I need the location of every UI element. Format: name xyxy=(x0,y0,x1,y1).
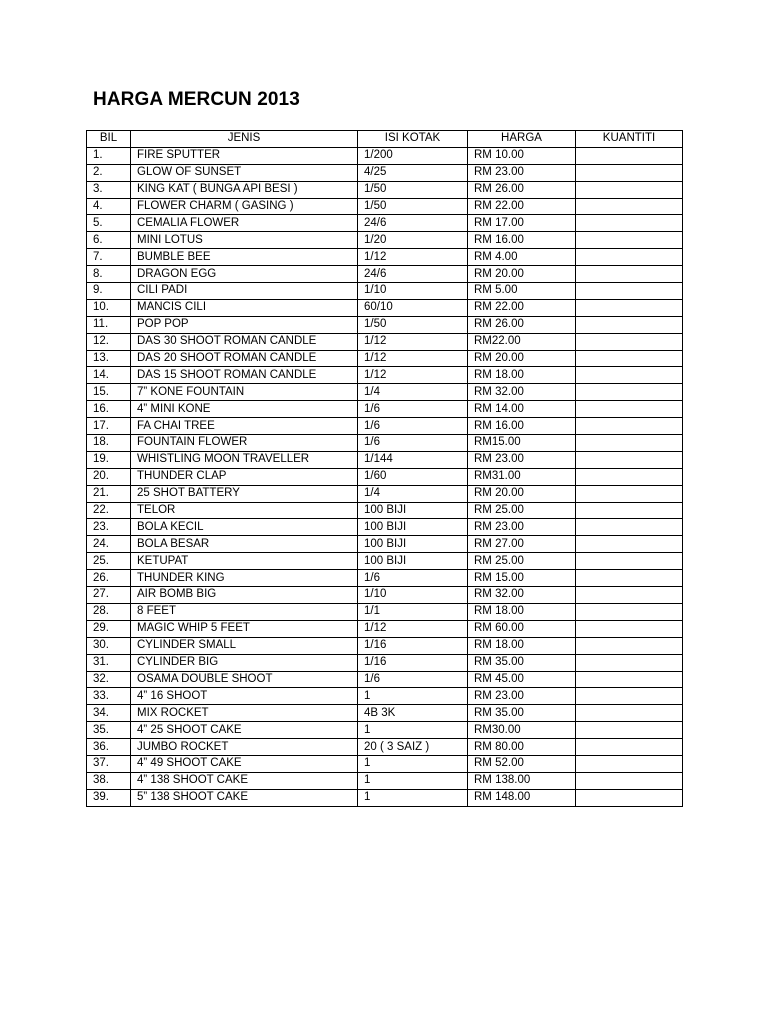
cell-harga: RM 25.00 xyxy=(468,502,576,519)
cell-isi-kotak: 4/25 xyxy=(358,164,468,181)
cell-isi-kotak: 1/6 xyxy=(358,401,468,418)
table-row xyxy=(87,299,683,316)
cell-harga: RM31.00 xyxy=(468,468,576,485)
table-row xyxy=(87,283,683,300)
cell-isi-kotak: 1/10 xyxy=(358,587,468,604)
cell-kuantiti[interactable] xyxy=(576,164,683,181)
table-row xyxy=(87,637,683,654)
cell-harga: RM 23.00 xyxy=(468,451,576,468)
cell-jenis: BOLA KECIL xyxy=(131,519,358,536)
cell-bil: 6. xyxy=(87,232,131,249)
cell-harga: RM 25.00 xyxy=(468,553,576,570)
cell-isi-kotak: 1 xyxy=(358,772,468,789)
cell-isi-kotak: 1/144 xyxy=(358,451,468,468)
cell-bil: 13. xyxy=(87,350,131,367)
cell-isi-kotak: 20 ( 3 SAIZ ) xyxy=(358,739,468,756)
cell-bil: 17. xyxy=(87,418,131,435)
cell-jenis: CILI PADI xyxy=(131,283,358,300)
cell-kuantiti[interactable] xyxy=(576,451,683,468)
cell-bil: 35. xyxy=(87,722,131,739)
cell-harga: RM 15.00 xyxy=(468,570,576,587)
cell-isi-kotak: 1/16 xyxy=(358,637,468,654)
cell-jenis: THUNDER KING xyxy=(131,570,358,587)
cell-bil: 2. xyxy=(87,164,131,181)
cell-harga: RM 16.00 xyxy=(468,232,576,249)
cell-isi-kotak: 60/10 xyxy=(358,299,468,316)
cell-bil: 20. xyxy=(87,468,131,485)
cell-jenis: 25 SHOT BATTERY xyxy=(131,485,358,502)
cell-bil: 27. xyxy=(87,587,131,604)
cell-harga: RM 32.00 xyxy=(468,384,576,401)
header-harga: HARGA xyxy=(468,131,576,148)
cell-jenis: CEMALIA FLOWER xyxy=(131,215,358,232)
cell-harga: RM 10.00 xyxy=(468,147,576,164)
cell-bil: 10. xyxy=(87,299,131,316)
cell-bil: 19. xyxy=(87,451,131,468)
cell-kuantiti[interactable] xyxy=(576,502,683,519)
cell-isi-kotak: 100 BIJI xyxy=(358,553,468,570)
table-row xyxy=(87,147,683,164)
table-row xyxy=(87,755,683,772)
cell-bil: 28. xyxy=(87,603,131,620)
cell-jenis: CYLINDER BIG xyxy=(131,654,358,671)
cell-isi-kotak: 1/50 xyxy=(358,181,468,198)
cell-kuantiti[interactable] xyxy=(576,283,683,300)
table-row xyxy=(87,671,683,688)
cell-bil: 5. xyxy=(87,215,131,232)
cell-jenis: THUNDER CLAP xyxy=(131,468,358,485)
table-row xyxy=(87,164,683,181)
cell-harga: RM 26.00 xyxy=(468,181,576,198)
cell-bil: 15. xyxy=(87,384,131,401)
cell-kuantiti[interactable] xyxy=(576,435,683,452)
table-row xyxy=(87,435,683,452)
table-row xyxy=(87,570,683,587)
table-row xyxy=(87,536,683,553)
cell-kuantiti[interactable] xyxy=(576,384,683,401)
cell-bil: 7. xyxy=(87,249,131,266)
table-row xyxy=(87,232,683,249)
cell-jenis: MAGIC WHIP 5 FEET xyxy=(131,620,358,637)
cell-kuantiti[interactable] xyxy=(576,654,683,671)
table-row xyxy=(87,401,683,418)
cell-jenis: DAS 15 SHOOT ROMAN CANDLE xyxy=(131,367,358,384)
cell-bil: 4. xyxy=(87,198,131,215)
cell-bil: 23. xyxy=(87,519,131,536)
cell-jenis: 4” 49 SHOOT CAKE xyxy=(131,755,358,772)
table-row xyxy=(87,468,683,485)
table-row xyxy=(87,519,683,536)
cell-harga: RM 4.00 xyxy=(468,249,576,266)
cell-isi-kotak: 1/10 xyxy=(358,283,468,300)
cell-kuantiti[interactable] xyxy=(576,620,683,637)
cell-isi-kotak: 1/6 xyxy=(358,418,468,435)
table-row xyxy=(87,705,683,722)
cell-harga: RM 35.00 xyxy=(468,654,576,671)
cell-bil: 38. xyxy=(87,772,131,789)
cell-isi-kotak: 1/12 xyxy=(358,620,468,637)
table-row xyxy=(87,502,683,519)
cell-harga: RM 23.00 xyxy=(468,164,576,181)
cell-isi-kotak: 1/1 xyxy=(358,603,468,620)
table-row xyxy=(87,620,683,637)
table-row xyxy=(87,603,683,620)
cell-jenis: 7” KONE FOUNTAIN xyxy=(131,384,358,401)
header-isi-kotak: ISI KOTAK xyxy=(358,131,468,148)
cell-kuantiti[interactable] xyxy=(576,705,683,722)
cell-isi-kotak: 1 xyxy=(358,789,468,806)
header-kuantiti: KUANTITI xyxy=(576,131,683,148)
cell-isi-kotak: 100 BIJI xyxy=(358,502,468,519)
cell-jenis: KING KAT ( BUNGA API BESI ) xyxy=(131,181,358,198)
cell-jenis: MIX ROCKET xyxy=(131,705,358,722)
cell-harga: RM 26.00 xyxy=(468,316,576,333)
cell-harga: RM 14.00 xyxy=(468,401,576,418)
cell-harga: RM 60.00 xyxy=(468,620,576,637)
cell-jenis: CYLINDER SMALL xyxy=(131,637,358,654)
cell-harga: RM 17.00 xyxy=(468,215,576,232)
cell-jenis: 4” 138 SHOOT CAKE xyxy=(131,772,358,789)
table-row xyxy=(87,266,683,283)
cell-jenis: DRAGON EGG xyxy=(131,266,358,283)
cell-isi-kotak: 1/200 xyxy=(358,147,468,164)
cell-jenis: 8 FEET xyxy=(131,603,358,620)
cell-harga: RM 32.00 xyxy=(468,587,576,604)
cell-jenis: 4” MINI KONE xyxy=(131,401,358,418)
cell-jenis: BOLA BESAR xyxy=(131,536,358,553)
cell-harga: RM 45.00 xyxy=(468,671,576,688)
cell-bil: 39. xyxy=(87,789,131,806)
cell-isi-kotak: 1/16 xyxy=(358,654,468,671)
cell-isi-kotak: 1 xyxy=(358,688,468,705)
page-title: HARGA MERCUN 2013 xyxy=(93,89,300,110)
cell-kuantiti[interactable] xyxy=(576,198,683,215)
cell-jenis: AIR BOMB BIG xyxy=(131,587,358,604)
cell-bil: 26. xyxy=(87,570,131,587)
table-row xyxy=(87,739,683,756)
cell-jenis: WHISTLING MOON TRAVELLER xyxy=(131,451,358,468)
cell-bil: 32. xyxy=(87,671,131,688)
cell-jenis: POP POP xyxy=(131,316,358,333)
cell-jenis: 5” 138 SHOOT CAKE xyxy=(131,789,358,806)
cell-jenis: FA CHAI TREE xyxy=(131,418,358,435)
cell-bil: 25. xyxy=(87,553,131,570)
cell-jenis: OSAMA DOUBLE SHOOT xyxy=(131,671,358,688)
cell-harga: RM 23.00 xyxy=(468,519,576,536)
cell-bil: 33. xyxy=(87,688,131,705)
cell-isi-kotak: 1/6 xyxy=(358,435,468,452)
cell-kuantiti[interactable] xyxy=(576,232,683,249)
cell-bil: 31. xyxy=(87,654,131,671)
cell-harga: RM 23.00 xyxy=(468,688,576,705)
cell-bil: 9. xyxy=(87,283,131,300)
cell-isi-kotak: 1/6 xyxy=(358,570,468,587)
cell-kuantiti[interactable] xyxy=(576,266,683,283)
cell-isi-kotak: 1/20 xyxy=(358,232,468,249)
cell-harga: RM 138.00 xyxy=(468,772,576,789)
cell-bil: 29. xyxy=(87,620,131,637)
table-row xyxy=(87,249,683,266)
cell-harga: RM 35.00 xyxy=(468,705,576,722)
cell-kuantiti[interactable] xyxy=(576,739,683,756)
table-row xyxy=(87,384,683,401)
cell-jenis: BUMBLE BEE xyxy=(131,249,358,266)
cell-bil: 24. xyxy=(87,536,131,553)
cell-bil: 37. xyxy=(87,755,131,772)
cell-isi-kotak: 1/50 xyxy=(358,198,468,215)
cell-jenis: 4” 25 SHOOT CAKE xyxy=(131,722,358,739)
cell-kuantiti[interactable] xyxy=(576,688,683,705)
cell-harga: RM 27.00 xyxy=(468,536,576,553)
cell-kuantiti[interactable] xyxy=(576,249,683,266)
cell-kuantiti[interactable] xyxy=(576,485,683,502)
cell-kuantiti[interactable] xyxy=(576,536,683,553)
cell-bil: 36. xyxy=(87,739,131,756)
cell-harga: RM 18.00 xyxy=(468,637,576,654)
cell-kuantiti[interactable] xyxy=(576,468,683,485)
table-row xyxy=(87,587,683,604)
cell-harga: RM 20.00 xyxy=(468,266,576,283)
cell-kuantiti[interactable] xyxy=(576,299,683,316)
table-row xyxy=(87,789,683,806)
cell-bil: 1. xyxy=(87,147,131,164)
cell-jenis: FLOWER CHARM ( GASING ) xyxy=(131,198,358,215)
cell-jenis: TELOR xyxy=(131,502,358,519)
cell-jenis: FOUNTAIN FLOWER xyxy=(131,435,358,452)
cell-harga: RM 52.00 xyxy=(468,755,576,772)
cell-harga: RM 80.00 xyxy=(468,739,576,756)
cell-kuantiti[interactable] xyxy=(576,418,683,435)
cell-harga: RM 5.00 xyxy=(468,283,576,300)
cell-bil: 3. xyxy=(87,181,131,198)
cell-isi-kotak: 100 BIJI xyxy=(358,536,468,553)
cell-isi-kotak: 1/12 xyxy=(358,249,468,266)
cell-bil: 14. xyxy=(87,367,131,384)
cell-kuantiti[interactable] xyxy=(576,637,683,654)
price-table xyxy=(86,130,683,807)
cell-isi-kotak: 1/60 xyxy=(358,468,468,485)
cell-harga: RM 22.00 xyxy=(468,299,576,316)
cell-kuantiti[interactable] xyxy=(576,671,683,688)
cell-isi-kotak: 24/6 xyxy=(358,266,468,283)
table-row xyxy=(87,350,683,367)
cell-isi-kotak: 1/12 xyxy=(358,367,468,384)
table-header-row xyxy=(87,131,683,148)
table-row xyxy=(87,367,683,384)
table-row xyxy=(87,215,683,232)
cell-kuantiti[interactable] xyxy=(576,570,683,587)
cell-harga: RM 22.00 xyxy=(468,198,576,215)
cell-bil: 21. xyxy=(87,485,131,502)
cell-isi-kotak: 1/4 xyxy=(358,485,468,502)
cell-isi-kotak: 1/4 xyxy=(358,384,468,401)
cell-harga: RM 148.00 xyxy=(468,789,576,806)
table-row xyxy=(87,418,683,435)
table-row xyxy=(87,772,683,789)
cell-isi-kotak: 1/50 xyxy=(358,316,468,333)
cell-harga: RM 18.00 xyxy=(468,603,576,620)
cell-jenis: MANCIS CILI xyxy=(131,299,358,316)
cell-kuantiti[interactable] xyxy=(576,603,683,620)
cell-kuantiti[interactable] xyxy=(576,401,683,418)
cell-harga: RM 20.00 xyxy=(468,485,576,502)
cell-harga: RM 18.00 xyxy=(468,367,576,384)
cell-bil: 8. xyxy=(87,266,131,283)
cell-harga: RM30.00 xyxy=(468,722,576,739)
cell-kuantiti[interactable] xyxy=(576,722,683,739)
cell-isi-kotak: 1 xyxy=(358,722,468,739)
cell-jenis: JUMBO ROCKET xyxy=(131,739,358,756)
cell-isi-kotak: 1/12 xyxy=(358,350,468,367)
cell-bil: 30. xyxy=(87,637,131,654)
cell-kuantiti[interactable] xyxy=(576,772,683,789)
cell-jenis: 4” 16 SHOOT xyxy=(131,688,358,705)
cell-bil: 34. xyxy=(87,705,131,722)
cell-jenis: DAS 30 SHOOT ROMAN CANDLE xyxy=(131,333,358,350)
header-bil: BIL xyxy=(87,131,131,148)
table-row xyxy=(87,485,683,502)
cell-kuantiti[interactable] xyxy=(576,147,683,164)
cell-harga: RM22.00 xyxy=(468,333,576,350)
cell-isi-kotak: 1 xyxy=(358,755,468,772)
cell-isi-kotak: 24/6 xyxy=(358,215,468,232)
cell-kuantiti[interactable] xyxy=(576,587,683,604)
cell-kuantiti[interactable] xyxy=(576,367,683,384)
cell-bil: 22. xyxy=(87,502,131,519)
cell-kuantiti[interactable] xyxy=(576,333,683,350)
cell-harga: RM 20.00 xyxy=(468,350,576,367)
cell-jenis: KETUPAT xyxy=(131,553,358,570)
cell-bil: 12. xyxy=(87,333,131,350)
cell-bil: 16. xyxy=(87,401,131,418)
table-row xyxy=(87,688,683,705)
cell-bil: 11. xyxy=(87,316,131,333)
cell-kuantiti[interactable] xyxy=(576,316,683,333)
table-row xyxy=(87,333,683,350)
table-row xyxy=(87,553,683,570)
table-row xyxy=(87,722,683,739)
cell-jenis: DAS 20 SHOOT ROMAN CANDLE xyxy=(131,350,358,367)
cell-kuantiti[interactable] xyxy=(576,755,683,772)
header-jenis: JENIS xyxy=(131,131,358,148)
cell-kuantiti[interactable] xyxy=(576,553,683,570)
cell-harga: RM15.00 xyxy=(468,435,576,452)
table-row xyxy=(87,451,683,468)
cell-isi-kotak: 100 BIJI xyxy=(358,519,468,536)
table-row xyxy=(87,316,683,333)
cell-isi-kotak: 1/6 xyxy=(358,671,468,688)
cell-isi-kotak: 4B 3K xyxy=(358,705,468,722)
table-body xyxy=(87,147,683,806)
cell-kuantiti[interactable] xyxy=(576,350,683,367)
cell-harga: RM 16.00 xyxy=(468,418,576,435)
cell-bil: 18. xyxy=(87,435,131,452)
table-row xyxy=(87,181,683,198)
cell-isi-kotak: 1/12 xyxy=(358,333,468,350)
cell-jenis: FIRE SPUTTER xyxy=(131,147,358,164)
cell-kuantiti[interactable] xyxy=(576,215,683,232)
cell-kuantiti[interactable] xyxy=(576,181,683,198)
cell-kuantiti[interactable] xyxy=(576,789,683,806)
cell-jenis: GLOW OF SUNSET xyxy=(131,164,358,181)
cell-kuantiti[interactable] xyxy=(576,519,683,536)
table-row xyxy=(87,198,683,215)
table-row xyxy=(87,654,683,671)
cell-jenis: MINI LOTUS xyxy=(131,232,358,249)
